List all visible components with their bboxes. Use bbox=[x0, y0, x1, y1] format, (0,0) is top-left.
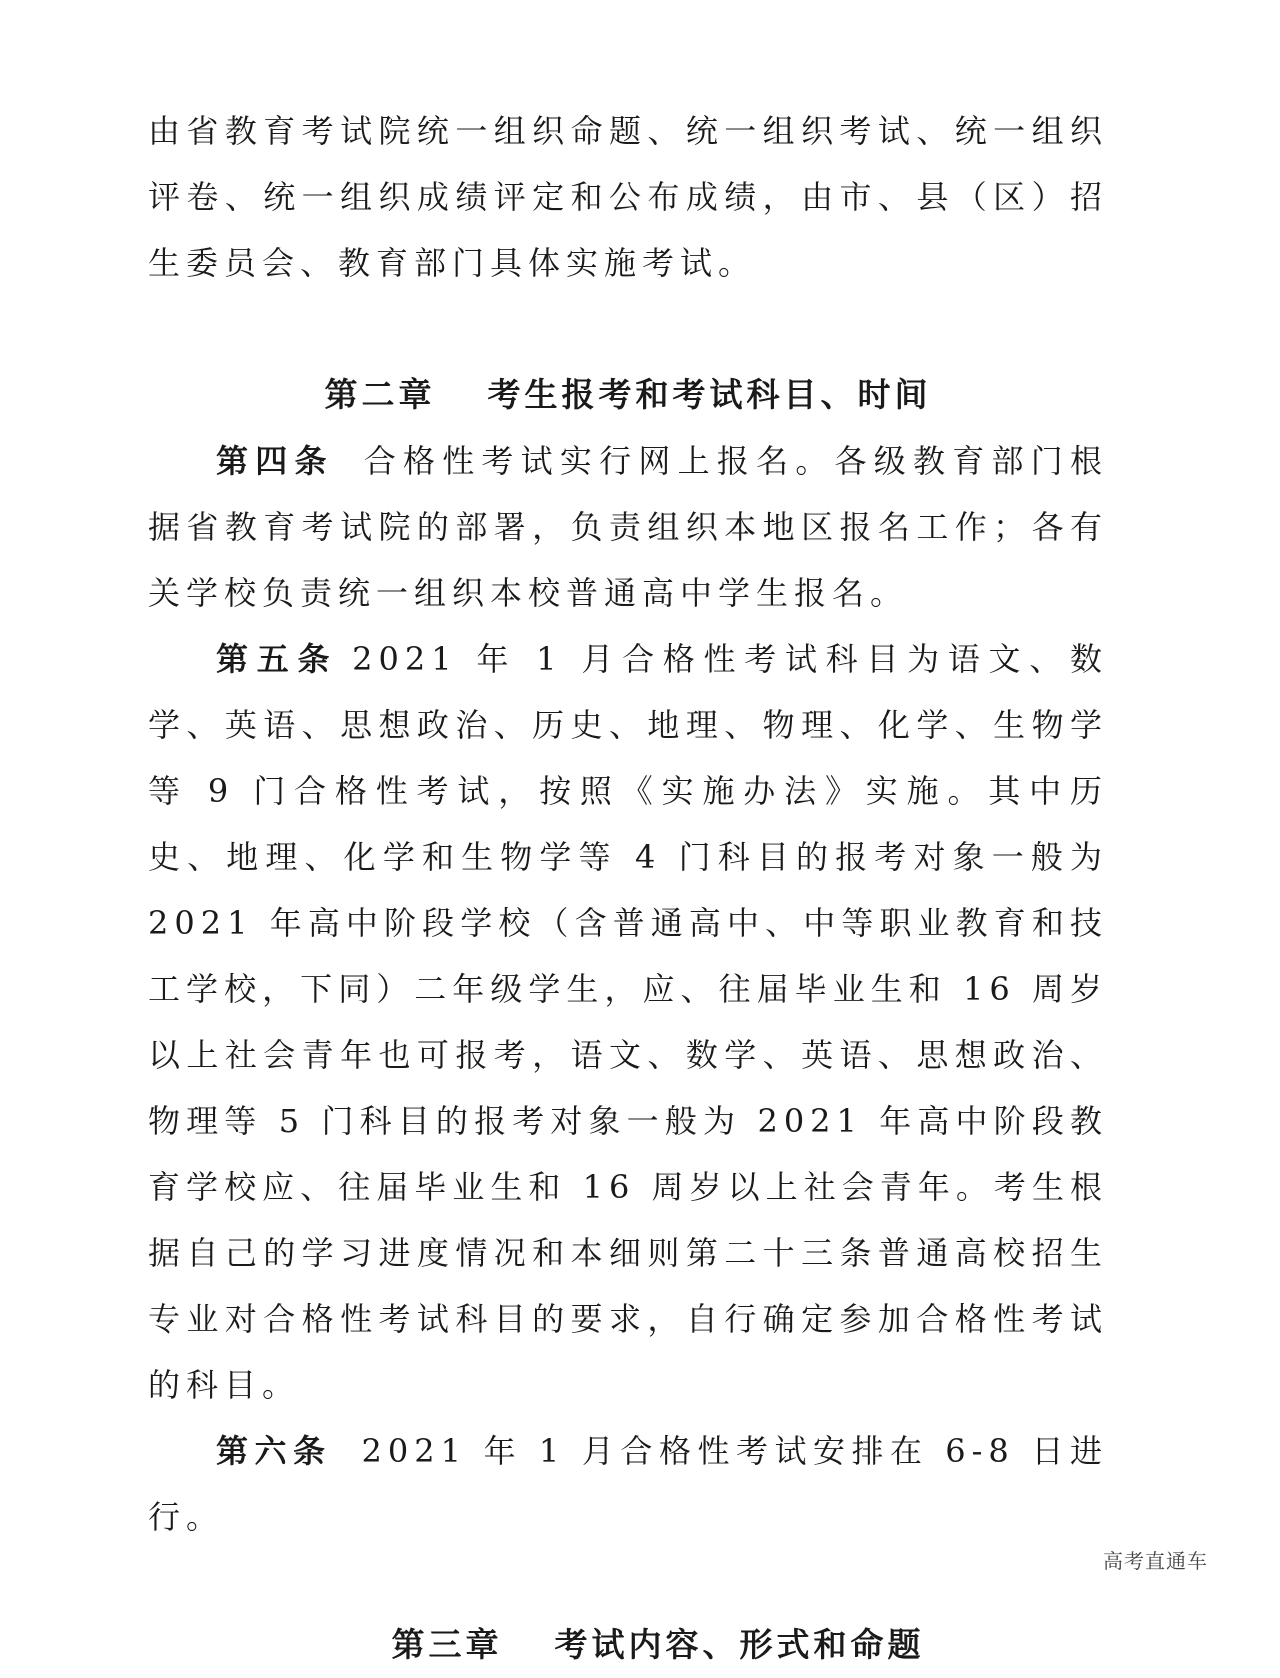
chapter-2-number: 第二章 bbox=[324, 375, 436, 414]
article-4-text: 合格性考试实行网上报名。各级教育部门根据省教育考试院的部署，负责组织本地区报名工作；各有关学校负责统一组织本校普通高中学生报名。 bbox=[148, 442, 1108, 612]
chapter-3-title: 考试内容、形式和命题 bbox=[554, 1625, 925, 1664]
chapter-3-number: 第三章 bbox=[391, 1625, 503, 1664]
chapter-3-heading bbox=[148, 1612, 1108, 1678]
article-6-label: 第六条 bbox=[216, 1432, 332, 1470]
article-6-text: 2021 年 1 月合格性考试安排在 6-8 日进行。 bbox=[148, 1432, 1108, 1536]
article-5-label: 第五条 bbox=[216, 640, 339, 678]
article-4-label: 第四条 bbox=[216, 442, 334, 480]
article-4 bbox=[148, 428, 1108, 626]
article-6 bbox=[148, 1418, 1108, 1550]
chapter-2-title: 考生报考和考试科目、时间 bbox=[487, 375, 932, 414]
article-5-text: 2021 年 1 月合格性考试科目为语文、数学、英语、思想政治、历史、地理、物理、化学、生物学等 9 门合格性考试，按照《实施办法》实施。其中历史、地理、化学和生物学等 4 门科目的报考对象一般为 2021 年高中阶段学校（含普通高中、中等职业教育和技工学校，下同）二年级学生，应、往届毕业生和 16 周岁以上社会青年也可报考，语文、数学、英语、思想政治、物理等 5 门科目的报考对象一般为 2021 年高中阶段教育学校应、往届毕业生和 16 周岁以上社会青年。考生根据自己的学习进度情况和本细则第二十三条普通高校招生专业对合格性考试科目的要求，自行确定参加合格性考试的科目。 bbox=[148, 640, 1108, 1404]
document-page bbox=[148, 98, 1108, 1678]
article-5 bbox=[148, 626, 1108, 1418]
intro-paragraph: 由省教育考试院统一组织命题、统一组织考试、统一组织评卷、统一组织成绩评定和公布成绩，由市、县（区）招生委员会、教育部门具体实施考试。 bbox=[148, 112, 1108, 282]
watermark-text: 高考直通车 bbox=[1103, 1549, 1208, 1573]
chapter-2-heading bbox=[148, 362, 1108, 428]
